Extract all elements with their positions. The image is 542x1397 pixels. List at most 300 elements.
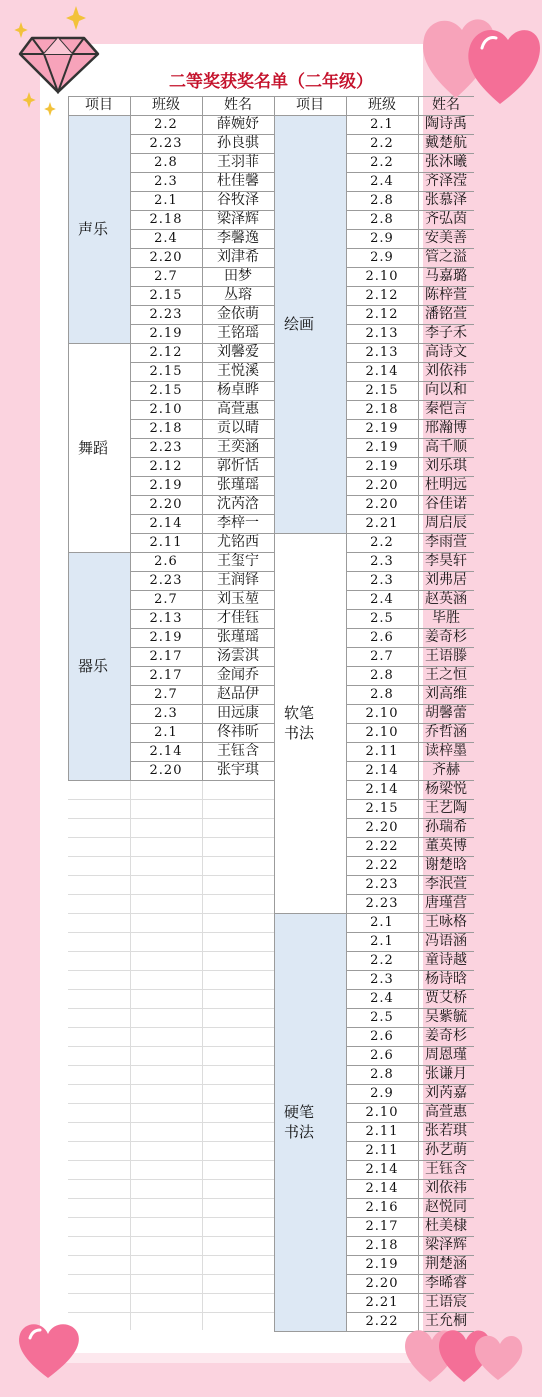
row-border (346, 134, 474, 135)
right-class-cell: 2.20 (365, 478, 399, 493)
right-class-cell: 2.2 (370, 535, 394, 550)
empty-grid-line (68, 1122, 274, 1123)
right-class-cell: 2.8 (370, 212, 394, 227)
right-name-cell: 李昊轩 (425, 553, 467, 569)
right-class-cell: 2.9 (370, 1086, 394, 1101)
empty-grid-line (68, 1160, 274, 1161)
left-class-cell: 2.20 (149, 497, 183, 512)
empty-grid-line (68, 970, 274, 971)
left-name-cell: 王悦溪 (217, 363, 259, 379)
right-name-cell: 刘依祎 (425, 363, 467, 379)
left-name-cell: 张宇琪 (217, 762, 259, 778)
right-class-cell: 2.10 (365, 269, 399, 284)
row-border (346, 419, 474, 420)
right-class-cell: 2.1 (370, 915, 394, 930)
right-class-cell: 2.10 (365, 725, 399, 740)
row-border (346, 1160, 474, 1161)
row-border (346, 856, 474, 857)
right-name-cell: 周恩瑾 (425, 1047, 467, 1063)
left-category-label: 声乐 (78, 220, 109, 238)
left-class-cell: 2.11 (149, 535, 183, 550)
right-name-cell: 管之溢 (425, 249, 467, 265)
row-border (346, 476, 474, 477)
right-class-cell: 2.21 (365, 1295, 399, 1310)
right-class-cell: 2.1 (370, 934, 394, 949)
right-name-cell: 杨诗晗 (425, 971, 467, 987)
right-class-cell: 2.19 (365, 421, 399, 436)
right-class-cell: 2.8 (370, 1067, 394, 1082)
left-name-cell: 薛婉妤 (217, 116, 259, 132)
right-class-cell: 2.23 (365, 896, 399, 911)
right-name-cell: 王语滕 (425, 648, 467, 664)
empty-grid-line (68, 837, 274, 838)
left-name-cell: 高萱惠 (217, 401, 259, 417)
right-name-cell: 李雨萱 (425, 534, 467, 550)
heart-icon-bottom-right (400, 1320, 530, 1386)
right-class-cell: 2.3 (370, 573, 394, 588)
row-border (346, 229, 474, 230)
left-name-cell: 刘津希 (217, 249, 259, 265)
right-class-cell: 2.12 (365, 307, 399, 322)
right-class-cell: 2.13 (365, 326, 399, 341)
right-name-cell: 王之恒 (425, 667, 467, 683)
column-header: 项目 (296, 97, 324, 113)
right-class-cell: 2.20 (365, 497, 399, 512)
right-name-cell: 胡馨蕾 (425, 705, 467, 721)
left-name-cell: 金依萌 (217, 306, 259, 322)
left-class-cell: 2.23 (149, 573, 183, 588)
row-border (346, 362, 474, 363)
right-class-cell: 2.10 (365, 706, 399, 721)
right-name-cell: 张沐曦 (425, 154, 467, 170)
right-name-cell: 高诗文 (425, 344, 467, 360)
empty-grid-line (68, 1293, 274, 1294)
row-border (346, 1122, 474, 1123)
right-name-cell: 刘芮嘉 (425, 1085, 467, 1101)
left-class-cell: 2.14 (149, 744, 183, 759)
row-border (346, 647, 474, 648)
row-border (68, 780, 274, 781)
right-class-cell: 2.22 (365, 839, 399, 854)
right-class-cell: 2.19 (365, 459, 399, 474)
empty-grid-line (68, 875, 274, 876)
left-class-cell: 2.19 (149, 326, 183, 341)
left-name-cell: 金闻乔 (217, 667, 259, 683)
left-class-cell: 2.7 (154, 269, 178, 284)
right-name-cell: 高千顺 (425, 439, 467, 455)
right-class-cell: 2.11 (365, 744, 399, 759)
row-border (346, 191, 474, 192)
row-border (346, 153, 474, 154)
right-name-cell: 梁泽辉 (425, 1237, 467, 1253)
left-category-label: 舞蹈 (78, 438, 109, 457)
left-class-cell: 2.3 (154, 706, 178, 721)
left-class-cell: 2.14 (149, 516, 183, 531)
row-border (346, 989, 474, 990)
left-name-cell: 才佳钰 (217, 610, 259, 626)
left-name-cell: 王奕涵 (217, 439, 259, 455)
right-name-cell: 毕胜 (432, 610, 460, 626)
row-border (346, 1065, 474, 1066)
right-class-cell: 2.9 (370, 250, 394, 265)
row-border (274, 533, 474, 534)
right-class-cell: 2.11 (365, 1143, 399, 1158)
empty-grid-line (68, 1179, 274, 1180)
left-class-cell: 2.4 (154, 231, 178, 246)
left-class-cell: 2.17 (149, 668, 183, 683)
right-name-cell: 读梓墨 (425, 743, 467, 759)
row-border (346, 286, 474, 287)
right-name-cell: 孙瑞希 (425, 819, 467, 835)
right-name-cell: 李子禾 (425, 325, 467, 341)
right-name-cell: 孙艺萌 (425, 1142, 467, 1158)
heart-icon-bottom-left (14, 1320, 84, 1380)
left-name-cell: 张瑾瑶 (217, 477, 259, 493)
row-border (346, 343, 474, 344)
right-name-cell: 戴楚航 (425, 135, 467, 151)
right-class-cell: 2.22 (365, 1314, 399, 1329)
right-class-cell: 2.6 (370, 630, 394, 645)
left-name-cell: 田梦 (224, 268, 252, 284)
right-name-cell: 谢楚晗 (425, 857, 467, 873)
empty-grid-line (68, 1236, 274, 1237)
right-name-cell: 陈梓萱 (425, 287, 467, 303)
right-category-label: 绘画 (284, 315, 315, 333)
left-class-cell: 2.19 (149, 630, 183, 645)
right-class-cell: 2.4 (370, 991, 394, 1006)
empty-grid-col (202, 780, 203, 1330)
empty-grid-line (68, 1103, 274, 1104)
left-class-cell: 2.7 (154, 592, 178, 607)
right-name-cell: 陶诗禹 (425, 116, 467, 132)
empty-grid-line (68, 1198, 274, 1199)
row-border (346, 628, 474, 629)
left-class-cell: 2.15 (149, 288, 183, 303)
column-header: 班级 (152, 97, 180, 113)
right-class-cell: 2.19 (365, 1257, 399, 1272)
row-border (346, 742, 474, 743)
left-class-cell: 2.23 (149, 136, 183, 151)
right-class-cell: 2.21 (365, 516, 399, 531)
left-name-cell: 杜佳馨 (217, 173, 259, 189)
right-name-cell: 高萱惠 (425, 1104, 467, 1120)
row-border (346, 609, 474, 610)
right-name-cell: 赵英涵 (425, 591, 467, 607)
left-class-cell: 2.8 (154, 155, 178, 170)
row-border (346, 1027, 474, 1028)
row-border (346, 970, 474, 971)
row-border (346, 1141, 474, 1142)
right-class-cell: 2.6 (370, 1029, 394, 1044)
right-class-cell: 2.4 (370, 174, 394, 189)
row-border (346, 248, 474, 249)
right-name-cell: 赵悦同 (425, 1199, 467, 1215)
right-name-cell: 荆楚涵 (425, 1256, 467, 1272)
right-name-cell: 乔哲涵 (425, 724, 467, 740)
row-border (346, 495, 474, 496)
right-name-cell: 吴紫毓 (425, 1009, 467, 1025)
left-name-cell: 郭忻恬 (217, 458, 259, 474)
right-name-cell: 刘依祎 (425, 1180, 467, 1196)
row-border (346, 571, 474, 572)
row-border (346, 1255, 474, 1256)
right-class-cell: 2.20 (365, 820, 399, 835)
row-border (346, 875, 474, 876)
row-border (346, 1103, 474, 1104)
right-name-cell: 齐泽滢 (425, 173, 467, 189)
right-class-cell: 2.15 (365, 801, 399, 816)
right-name-cell: 王允桐 (425, 1313, 467, 1329)
col-border (202, 96, 203, 780)
right-name-cell: 童诗越 (425, 952, 467, 968)
right-class-cell: 2.8 (370, 193, 394, 208)
empty-grid-line (68, 856, 274, 857)
right-class-cell: 2.3 (370, 554, 394, 569)
empty-grid-line (68, 1141, 274, 1142)
row-border (346, 324, 474, 325)
right-class-cell: 2.5 (370, 611, 394, 626)
row-border (346, 1008, 474, 1009)
col-border (68, 96, 69, 780)
diamond-icon (18, 28, 100, 94)
col-border (130, 96, 131, 780)
row-border (346, 267, 474, 268)
left-class-cell: 2.12 (149, 345, 183, 360)
right-class-cell: 2.16 (365, 1200, 399, 1215)
right-class-cell: 2.18 (365, 1238, 399, 1253)
left-name-cell: 贡以晴 (217, 420, 259, 436)
row-border (68, 115, 274, 116)
right-name-cell: 秦恺言 (425, 401, 467, 417)
row-border (346, 514, 474, 515)
row-border (346, 1217, 474, 1218)
right-class-cell: 2.22 (365, 858, 399, 873)
right-name-cell: 唐瑾营 (425, 895, 467, 911)
sparkle-icon-right (44, 102, 56, 116)
right-name-cell: 杜美棣 (425, 1218, 467, 1234)
right-name-cell: 李晞睿 (425, 1275, 467, 1291)
left-name-cell: 王润铎 (217, 572, 259, 588)
sparkle-icon-small (14, 22, 28, 38)
left-name-cell: 孙良骐 (217, 135, 259, 151)
row-border (346, 780, 474, 781)
left-name-cell: 李馨逸 (217, 230, 259, 246)
column-header: 班级 (368, 97, 396, 113)
right-name-cell: 邢瀚博 (425, 420, 467, 436)
right-name-cell: 谷佳诺 (425, 496, 467, 512)
empty-grid-line (68, 799, 274, 800)
row-border (346, 1198, 474, 1199)
left-class-cell: 2.17 (149, 649, 183, 664)
left-class-cell: 2.6 (154, 554, 178, 569)
right-name-cell: 刘弗居 (425, 572, 467, 588)
right-class-cell: 2.14 (365, 1181, 399, 1196)
left-class-cell: 2.23 (149, 307, 183, 322)
left-class-cell: 2.19 (149, 478, 183, 493)
left-class-cell: 2.18 (149, 421, 183, 436)
left-class-cell: 2.7 (154, 687, 178, 702)
right-name-cell: 刘高维 (425, 686, 467, 702)
left-class-cell: 2.15 (149, 383, 183, 398)
left-name-cell: 张瑾瑶 (217, 629, 259, 645)
right-name-cell: 王艺陶 (425, 800, 467, 816)
empty-grid-line (68, 913, 274, 914)
col-border (274, 96, 275, 1331)
row-border (346, 1179, 474, 1180)
right-name-cell: 王钰含 (425, 1161, 467, 1177)
right-name-cell: 张谦月 (425, 1066, 467, 1082)
empty-grid-col (130, 780, 131, 1330)
empty-grid-line (68, 1255, 274, 1256)
empty-grid-line (68, 1065, 274, 1066)
row-border (346, 932, 474, 933)
left-name-cell: 丛瑢 (224, 287, 252, 303)
left-name-cell: 王玺宁 (217, 553, 259, 569)
empty-grid-line (68, 1046, 274, 1047)
right-class-cell: 2.20 (365, 1276, 399, 1291)
right-name-cell: 潘铭萱 (425, 306, 467, 322)
right-class-cell: 2.10 (365, 1105, 399, 1120)
sheet-title: 二等奖获奖名单（二年级） (169, 72, 373, 92)
right-class-cell: 2.3 (370, 972, 394, 987)
right-name-cell: 安美善 (425, 230, 467, 246)
right-name-cell: 齐赫 (432, 762, 460, 778)
right-name-cell: 杜明远 (425, 477, 467, 493)
row-border (346, 761, 474, 762)
row-border (346, 1312, 474, 1313)
right-class-cell: 2.7 (370, 649, 394, 664)
right-name-cell: 姜奇杉 (425, 629, 467, 645)
right-class-cell: 2.14 (365, 364, 399, 379)
column-header: 姓名 (224, 97, 252, 113)
column-header: 姓名 (432, 97, 460, 113)
right-name-cell: 王语宸 (425, 1294, 467, 1310)
row-border (346, 552, 474, 553)
row-border (346, 894, 474, 895)
right-class-cell: 2.8 (370, 687, 394, 702)
left-class-cell: 2.1 (154, 193, 178, 208)
sparkle-icon (66, 6, 86, 30)
right-name-cell: 向以和 (425, 382, 467, 398)
right-class-cell: 2.14 (365, 1162, 399, 1177)
right-class-cell: 2.4 (370, 592, 394, 607)
right-category-label: 软笔 书法 (284, 704, 315, 742)
right-class-cell: 2.9 (370, 231, 394, 246)
row-border (346, 172, 474, 173)
left-name-cell: 李梓一 (217, 515, 259, 531)
right-class-cell: 2.19 (365, 440, 399, 455)
row-border (346, 1293, 474, 1294)
left-name-cell: 王羽菲 (217, 154, 259, 170)
right-name-cell: 齐弘茵 (425, 211, 467, 227)
empty-grid-line (68, 932, 274, 933)
empty-grid-line (68, 1084, 274, 1085)
row-border (346, 210, 474, 211)
right-name-cell: 董英博 (425, 838, 467, 854)
row-border (346, 723, 474, 724)
row-border (346, 666, 474, 667)
col-border (418, 96, 419, 1331)
empty-grid-line (68, 951, 274, 952)
left-name-cell: 王钰含 (217, 743, 259, 759)
right-name-cell: 马嘉璐 (425, 268, 467, 284)
right-class-cell: 2.11 (365, 1124, 399, 1139)
right-name-cell: 张若琪 (425, 1123, 467, 1139)
right-class-cell: 2.15 (365, 383, 399, 398)
left-class-cell: 2.20 (149, 250, 183, 265)
right-category-label: 硬笔 书法 (284, 1103, 315, 1141)
column-header: 项目 (85, 97, 113, 113)
left-name-cell: 尤铭西 (217, 534, 259, 550)
left-name-cell: 梁泽辉 (217, 211, 259, 227)
row-border (346, 818, 474, 819)
empty-grid-line (68, 1027, 274, 1028)
left-class-cell: 2.20 (149, 763, 183, 778)
row-border (68, 552, 274, 553)
right-name-cell: 王咏格 (425, 914, 467, 930)
left-class-cell: 2.12 (149, 459, 183, 474)
empty-grid-line (68, 1274, 274, 1275)
row-border (346, 704, 474, 705)
row-border (68, 343, 274, 344)
heart-icon-top (420, 8, 542, 106)
right-class-cell: 2.8 (370, 668, 394, 683)
row-border (274, 115, 474, 116)
right-class-cell: 2.18 (365, 402, 399, 417)
left-class-cell: 2.3 (154, 174, 178, 189)
left-class-cell: 2.23 (149, 440, 183, 455)
empty-grid-line (68, 989, 274, 990)
right-name-cell: 李泯萱 (425, 876, 467, 892)
right-name-cell: 姜奇杉 (425, 1028, 467, 1044)
left-class-cell: 2.1 (154, 725, 178, 740)
row-border (346, 457, 474, 458)
row-border (346, 590, 474, 591)
row-border (346, 837, 474, 838)
right-name-cell: 冯语涵 (425, 933, 467, 949)
right-class-cell: 2.6 (370, 1048, 394, 1063)
left-class-cell: 2.18 (149, 212, 183, 227)
left-class-cell: 2.10 (149, 402, 183, 417)
left-name-cell: 杨卓晔 (217, 382, 259, 398)
empty-grid-line (68, 818, 274, 819)
row-border (346, 799, 474, 800)
right-class-cell: 2.14 (365, 763, 399, 778)
left-name-cell: 汤雲淇 (217, 648, 259, 664)
row-border (346, 381, 474, 382)
empty-grid-line (68, 894, 274, 895)
right-class-cell: 2.23 (365, 877, 399, 892)
row-border (346, 438, 474, 439)
right-class-cell: 2.2 (370, 953, 394, 968)
row-border (346, 1274, 474, 1275)
left-name-cell: 王铭瑶 (217, 325, 259, 341)
right-name-cell: 张慕泽 (425, 192, 467, 208)
row-border (346, 685, 474, 686)
left-name-cell: 田远康 (217, 705, 259, 721)
left-class-cell: 2.15 (149, 364, 183, 379)
row-border (346, 1084, 474, 1085)
empty-grid-line (68, 1312, 274, 1313)
row-border (274, 913, 474, 914)
right-class-cell: 2.5 (370, 1010, 394, 1025)
left-name-cell: 刘玉堃 (217, 591, 259, 607)
col-border (346, 96, 347, 1331)
header-top-border (68, 96, 474, 97)
right-name-cell: 贾艾桥 (425, 990, 467, 1006)
left-name-cell: 佟祎昕 (217, 724, 259, 740)
empty-grid-line (68, 1008, 274, 1009)
